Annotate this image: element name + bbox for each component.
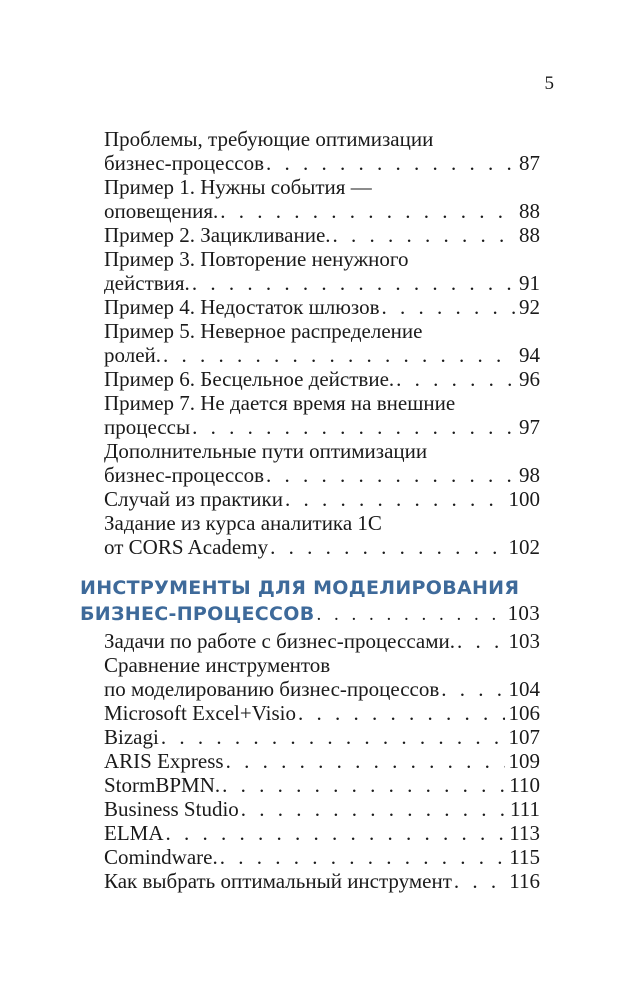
toc-page-number: 102 [508,535,540,559]
toc-entry-title: Сравнение инструментов [104,653,331,677]
dot-leader [298,701,505,725]
toc-entry-line [80,576,540,601]
toc-entry-title: от CORS Academy [104,535,269,559]
toc-entry-line [104,511,540,535]
dot-leader [333,223,515,247]
dot-leader [192,271,515,295]
toc-entry-line [104,653,540,677]
toc-entry-line [104,725,540,749]
toc-entry-title: действия. [104,271,190,295]
toc-page-number: 87 [519,151,540,175]
toc-entry-title: Пример 5. Неверное распределение [104,319,423,343]
toc-page-number: 91 [519,271,540,295]
toc-page-number: 88 [519,199,540,223]
toc-page-number: 92 [519,295,540,319]
toc-entry [104,701,540,725]
toc-entry-line [104,367,540,391]
section-heading [80,576,540,626]
toc-entry-title: по моделированию бизнес-процессов [104,677,440,701]
dot-leader [457,629,504,653]
toc-entry-title: бизнес-процессов [104,151,264,175]
toc-entry-title: Пример 4. Недостаток шлюзов [104,295,380,319]
toc-entry-line [104,845,540,869]
dot-leader [226,749,505,773]
toc-entry [104,487,540,511]
toc-entry-title: ARIS Express [104,749,224,773]
toc-entry [104,821,540,845]
toc-entry [104,773,540,797]
toc-entry-title: Пример 2. Зацикливание. [104,223,331,247]
toc-page-number: 103 [507,601,540,625]
toc-page-number: 109 [508,749,540,773]
toc-entry-line [104,391,540,415]
toc-entry-line [104,223,540,247]
toc-entry [104,175,540,223]
dot-leader [166,821,506,845]
toc-entry-title: ИНСТРУМЕНТЫ ДЛЯ МОДЕЛИРОВАНИЯ [80,577,520,599]
dot-leader [396,367,515,391]
toc-entry-title: Bizagi [104,725,159,749]
toc-page-number: 107 [508,725,540,749]
toc-entry-title: Задание из курса аналитика 1С [104,511,382,535]
toc-entry-title: Пример 1. Нужны события — [104,175,372,199]
dot-leader [270,535,504,559]
page-number: 5 [544,73,554,94]
dot-leader [222,773,505,797]
toc-entry-line [104,199,540,223]
toc-entry-title: ролей. [104,343,162,367]
toc-entry [104,367,540,391]
toc-page-number: 94 [519,343,540,367]
toc-page-number: 110 [509,773,540,797]
toc-entry-line [104,797,540,821]
toc-page-number: 111 [510,797,540,821]
toc-entry-title: Пример 7. Не дается время на внешние [104,391,456,415]
dot-leader [317,603,504,627]
toc-page-number: 116 [509,869,540,893]
toc-entry-title: БИЗНЕС-ПРОЦЕССОВ [80,603,315,625]
toc-page-number: 98 [519,463,540,487]
toc-entry-line [104,247,540,271]
dot-leader [220,199,515,223]
toc-entry [104,391,540,439]
toc-entry [104,439,540,487]
toc-entry-title: Microsoft Excel+Visio [104,701,296,725]
toc-entry [104,797,540,821]
toc-entry-line [80,601,540,626]
dot-leader [241,797,506,821]
toc-entry-title: StormBPMN. [104,773,221,797]
toc-page-number: 97 [519,415,540,439]
toc-entry-line [104,463,540,487]
toc-entry-title: Business Studio [104,797,239,821]
toc-entry-title: Дополнительные пути оптимизации [104,439,428,463]
dot-leader [266,463,515,487]
toc-entry [104,749,540,773]
toc-entry-line [104,701,540,725]
toc-entry-title: оповещения. [104,199,219,223]
dot-leader [192,415,515,439]
dot-leader [163,343,515,367]
toc-entry-line [104,629,540,653]
toc-entry [104,629,540,653]
toc-entry [104,247,540,295]
toc-entry-line [104,677,540,701]
dot-leader [220,845,506,869]
toc-entry-title: Как выбрать оптимальный инструмент [104,869,452,893]
toc-entry-title: процессы [104,415,191,439]
toc-page-number: 106 [508,701,540,725]
toc-entry-line [104,127,540,151]
dot-leader [266,151,515,175]
toc-entry-line [104,415,540,439]
toc-entry-line [104,319,540,343]
toc-entry [104,223,540,247]
toc-entry [104,845,540,869]
toc-entry [104,869,540,893]
toc-entry-line [104,773,540,797]
toc-entry [104,295,540,319]
toc-entry-title: Пример 6. Бесцельное действие. [104,367,395,391]
toc-entry-line [104,487,540,511]
toc-entry-line [104,295,540,319]
toc-entry-line [104,821,540,845]
toc-entry-title: Comindware. [104,845,218,869]
toc-page-number: 113 [509,821,540,845]
dot-leader [285,487,505,511]
dot-leader [441,677,504,701]
toc-entry-title: Задачи по работе с бизнес-процессами. [104,629,456,653]
dot-leader [454,869,505,893]
toc-entry-title: Случай из практики [104,487,283,511]
toc-entry-line [104,175,540,199]
toc-entry-line [104,343,540,367]
toc-entry-line [104,535,540,559]
toc-entry-title: Пример 3. Повторение ненужного [104,247,409,271]
dot-leader [382,295,516,319]
toc-entry-line [104,271,540,295]
toc-entry-line [104,439,540,463]
toc-page-number: 96 [519,367,540,391]
toc-entry [104,127,540,175]
dot-leader [161,725,505,749]
toc-page-number: 103 [508,629,540,653]
toc-entry-line [104,151,540,175]
toc-entry-title: Проблемы, требующие оптимизации [104,127,434,151]
toc-entry-title: ELMA [104,821,164,845]
toc-entry-line [104,749,540,773]
toc-entry-line [104,869,540,893]
toc-entry [104,319,540,367]
toc-entry-title: бизнес-процессов [104,463,264,487]
toc-page-number: 104 [508,677,540,701]
toc-page-number: 88 [519,223,540,247]
toc-page-number: 115 [509,845,540,869]
toc-entry [104,653,540,701]
toc-entry [104,725,540,749]
toc-entry [104,511,540,559]
toc-page-number: 100 [508,487,540,511]
